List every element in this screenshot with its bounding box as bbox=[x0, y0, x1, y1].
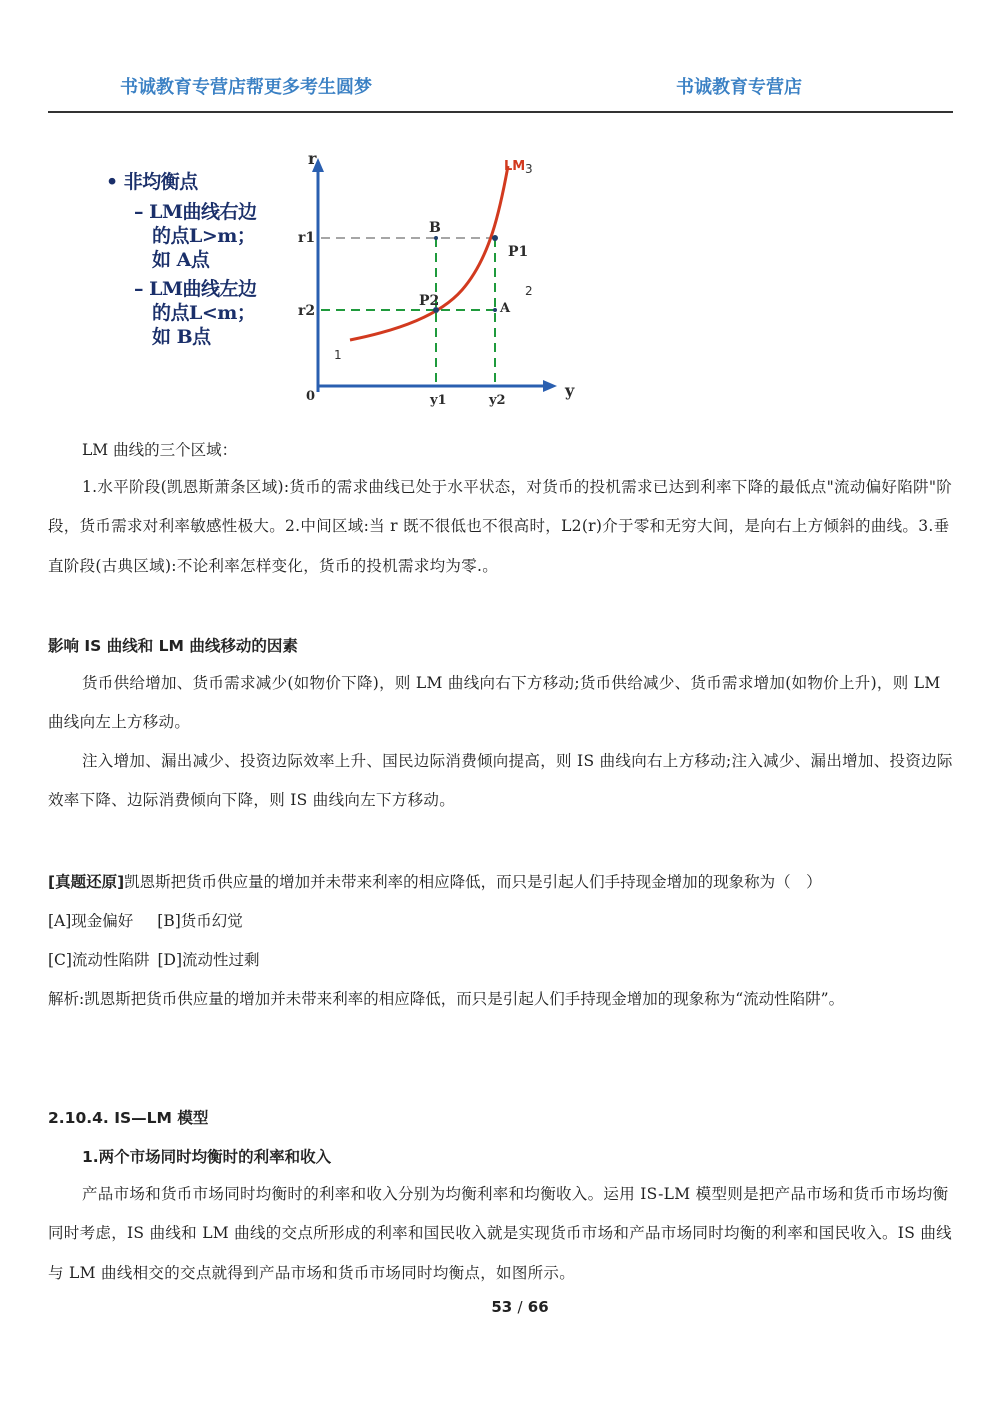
y-axis-arrow bbox=[543, 380, 557, 392]
bullet-title: 非均衡点 bbox=[123, 171, 198, 193]
page-current: 53 bbox=[491, 1298, 513, 1316]
point-b bbox=[434, 236, 438, 240]
y1-label: y1 bbox=[430, 393, 447, 408]
question-stem: 凯恩斯把货币供应量的增加并未带来利率的相应降低，而只是引起人们手持现金增加的现象称为（ ） bbox=[124, 873, 822, 891]
page-total: 66 bbox=[527, 1298, 549, 1316]
lm-disequilibrium-figure bbox=[100, 150, 600, 420]
page-number bbox=[0, 1298, 1000, 1316]
option-b: [B]货币幻觉 bbox=[157, 912, 243, 930]
y2-label: y2 bbox=[489, 393, 506, 408]
item1-line1: – LM曲线右边 bbox=[134, 201, 257, 223]
factors-heading: 影响 IS 曲线和 LM 曲线移动的因素 bbox=[48, 637, 298, 655]
lm-curve bbox=[350, 166, 508, 340]
p2-label: P2 bbox=[419, 293, 440, 309]
item2-line3: 如 B点 bbox=[152, 326, 211, 348]
r1-label: r1 bbox=[298, 230, 316, 246]
section-body: 产品市场和货币市场同时均衡时的利率和收入分别为均衡利率和均衡收入。运用 IS-LM 模型则是把产品市场和货币市场均衡同时考虑，IS 曲线和 LM 曲线的交点所形成的利率和国民收入就是实现货币市场和产品市场同时均衡的利率和国民收入。IS 曲线与 LM 曲线相交的交点就得到产品市场和货币市场同时均衡点，如图所示。 bbox=[48, 1185, 952, 1282]
item2-line1: – LM曲线左边 bbox=[134, 278, 257, 300]
question-options-row1 bbox=[48, 909, 243, 931]
region-1-label: 1 bbox=[334, 348, 342, 362]
question-tag: [真题还原] bbox=[48, 873, 125, 891]
page-separator: / bbox=[517, 1298, 523, 1316]
origin-label: 0 bbox=[306, 389, 316, 404]
question-options-row2 bbox=[48, 948, 260, 970]
option-d: [D]流动性过剩 bbox=[157, 951, 260, 969]
b-label: B bbox=[429, 220, 441, 236]
a-label: A bbox=[500, 301, 511, 316]
question-analysis: 解析:凯恩斯把货币供应量的增加并未带来利率的相应降低，而只是引起人们手持现金增加的现象称为“流动性陷阱”。 bbox=[48, 990, 845, 1008]
region-2-label: 2 bbox=[525, 284, 533, 298]
lm-chart bbox=[100, 150, 600, 420]
question-stem-line bbox=[48, 870, 822, 892]
header-left-title: 书诚教育专营店帮更多考生圆梦 bbox=[120, 77, 372, 98]
factors-p2: 注入增加、漏出减少、投资边际效率上升、国民边际消费倾向提高，则 IS 曲线向右上方移动;注入减少、漏出增加、投资边际效率下降、边际消费倾向下降，则 IS 曲线向左下方移动。 bbox=[48, 752, 953, 810]
section-subheading: 1.两个市场同时均衡时的利率和收入 bbox=[82, 1148, 332, 1166]
factors-p1: 货币供给增加、货币需求减少(如物价下降)，则 LM 曲线向右下方移动;货币供给减少、货币需求增加(如物价上升)，则 LM 曲线向左上方移动。 bbox=[48, 674, 941, 732]
p1-label: P1 bbox=[508, 244, 529, 260]
item1-line3: 如 A点 bbox=[152, 249, 210, 271]
header-right-title: 书诚教育专营店 bbox=[676, 77, 802, 98]
option-a: [A]现金偏好 bbox=[48, 912, 134, 930]
y-axis-label: y bbox=[565, 381, 575, 400]
header-divider bbox=[48, 111, 953, 113]
r-axis-label: r bbox=[308, 150, 317, 168]
r2-label: r2 bbox=[298, 303, 316, 319]
region-3-label: 3 bbox=[525, 162, 533, 176]
lm-regions-title: LM 曲线的三个区域： bbox=[82, 441, 238, 459]
point-a bbox=[493, 308, 497, 312]
lm-label: LM bbox=[504, 159, 526, 174]
bullet-dot: • bbox=[106, 171, 124, 193]
item2-line2: 的点L<m； bbox=[152, 302, 256, 324]
item1-line2: 的点L>m； bbox=[152, 225, 256, 247]
point-p1 bbox=[492, 235, 498, 241]
lm-regions-body: 1.水平阶段(凯恩斯萧条区域):货币的需求曲线已处于水平状态，对货币的投机需求已达到利率下降的最低点"流动偏好陷阱"阶段，货币需求对利率敏感性极大。2.中间区域:当 r 既不很低也不很高时，L2(r)介于零和无穷大间，是向右上方倾斜的曲线。3.垂直阶段(古典区域):不论利率怎样变化，货币的投机需求均为零.。 bbox=[48, 478, 953, 575]
section-heading: 2.10.4. IS—LM 模型 bbox=[48, 1109, 209, 1127]
option-c: [C]流动性陷阱 bbox=[48, 951, 150, 969]
